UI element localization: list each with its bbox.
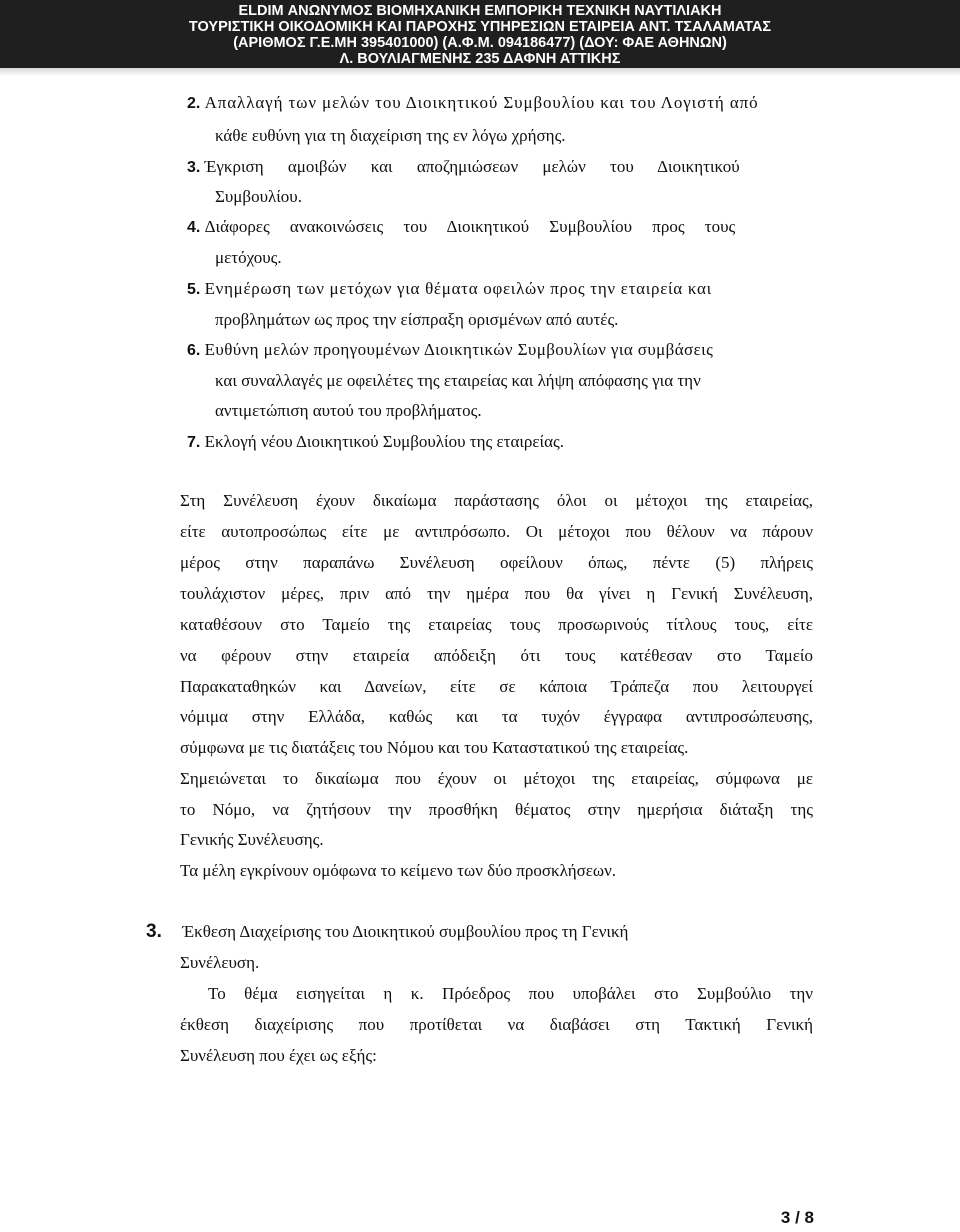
agenda-item-4-text: Διάφορες ανακοινώσεις του Διοικητικού Συμβουλίου προς τους [204, 217, 736, 236]
body-line: να φέρουν στην εταιρεία απόδειξη ότι τους κατέθεσαν στο Ταμείο [180, 646, 813, 665]
header-registration: (ΑΡΙΘΜΟΣ Γ.Ε.ΜΗ 395401000) (Α.Φ.Μ. 094186477) (ΔΟΥ: ΦΑΕ ΑΘΗΝΩΝ) [233, 35, 727, 51]
body-line: μέρος στην παραπάνω Συνέλευση οφείλουν όπως, πέντε (5) πλήρεις [180, 553, 813, 572]
header-address: Λ. ΒΟΥΛΙΑΓΜΕΝΗΣ 235 ΔΑΦΝΗ ΑΤΤΙΚΗΣ [339, 51, 621, 67]
section-3-title: Έκθεση Διαχείρισης του Διοικητικού συμβουλίου προς τη Γενική [182, 922, 629, 941]
agenda-item-4: 4. Διάφορες ανακοινώσεις του Διοικητικού Συμβουλίου προς τους [187, 217, 736, 236]
agenda-item-3-cont: Συμβουλίου. [215, 187, 302, 206]
agenda-item-3-text: Έγκριση αμοιβών και αποζημιώσεων μελών του Διοικητικού [204, 157, 740, 176]
agenda-item-6-cont2: αντιμετώπιση αυτού του προβλήματος. [215, 401, 482, 420]
body-line: σύμφωνα με τις διατάξεις του Νόμου και του Καταστατικού της εταιρείας. [180, 738, 689, 757]
agenda-item-6-text: Ευθύνη μελών προηγουμένων Διοικητικών Συμβουλίων για συμβάσεις [204, 340, 714, 359]
section-3-para-line: Συνέλευση που έχει ως εξής: [180, 1046, 377, 1065]
section-3-para-line: έκθεση διαχείρισης που προτίθεται να διαβάσει στη Τακτική Γενική [180, 1015, 813, 1034]
header-company-activity: ΤΟΥΡΙΣΤΙΚΗ ΟΙΚΟΔΟΜΙΚΗ ΚΑΙ ΠΑΡΟΧΗΣ ΥΠΗΡΕΣΙΩΝ ΕΤΑΙΡΕΙΑ ΑΝΤ. ΤΣΑΛΑΜΑΤΑΣ [188, 19, 772, 35]
body-line: Παρακαταθηκών και Δανείων, είτε σε κάποια Τράπεζα που λειτουργεί [180, 677, 813, 696]
agenda-item-6-cont: και συναλλαγές με οφειλέτες της εταιρείας και λήψη απόφασης για την [215, 371, 701, 390]
agenda-item-4-cont: μετόχους. [215, 248, 282, 267]
body-line: το Νόμο, να ζητήσουν την προσθήκη θέματος στην ημερήσια διάταξη της [180, 800, 813, 819]
agenda-item-5-text: Ενημέρωση των μετόχων για θέματα οφειλών προς την εταιρεία και [204, 279, 712, 298]
body-line: Τα μέλη εγκρίνουν ομόφωνα το κείμενο των δύο προσκλήσεων. [180, 861, 617, 880]
agenda-item-5: 5. Ενημέρωση των μετόχων για θέματα οφειλών προς την εταιρεία και [187, 279, 712, 298]
body-line: Στη Συνέλευση έχουν δικαίωμα παράστασης όλοι οι μέτοχοι της εταιρείας, [180, 491, 813, 510]
agenda-item-7-text: Εκλογή νέου Διοικητικού Συμβουλίου της εταιρείας. [204, 432, 565, 451]
section-3-title-cont: Συνέλευση. [180, 953, 260, 972]
body-line: τουλάχιστον μέρες, πριν από την ημέρα που θα γίνει η Γενική Συνέλευση, [180, 584, 813, 603]
agenda-item-6: 6. Ευθύνη μελών προηγουμένων Διοικητικών Συμβουλίων για συμβάσεις [187, 340, 714, 359]
agenda-item-5-cont: προβλημάτων ως προς την είσπραξη ορισμένων από αυτές. [215, 310, 619, 329]
agenda-item-2-cont: κάθε ευθύνη για τη διαχείριση της εν λόγω χρήσης. [215, 126, 566, 145]
body-line: νόμιμα στην Ελλάδα, καθώς και τα τυχόν έγγραφα αντιπροσώπευσης, [180, 707, 813, 726]
agenda-item-2: 2. Απαλλαγή των μελών του Διοικητικού Συμβουλίου και του Λογιστή από [187, 93, 759, 112]
agenda-item-7: 7. Εκλογή νέου Διοικητικού Συμβουλίου της εταιρείας. [187, 432, 565, 451]
section-3-para-line: Το θέμα εισηγείται η κ. Πρόεδρος που υποβάλει στο Συμβούλιο την [208, 984, 813, 1003]
body-line: Σημειώνεται το δικαίωμα που έχουν οι μέτοχοι της εταιρείας, σύμφωνα με [180, 769, 813, 788]
page-number: 3 / 8 [780, 1208, 814, 1227]
section-3-number: 3. [146, 921, 162, 942]
body-line: καταθέσουν στο Ταμείο της εταιρείας τους προσωρινούς τίτλους τους, είτε [180, 615, 813, 634]
body-line: είτε αυτοπροσώπως είτε με αντιπρόσωπο. Οι μέτοχοι που θέλουν να πάρουν [180, 522, 813, 541]
body-line: Γενικής Συνέλευσης. [180, 830, 324, 849]
header-company-name: ELDIM ΑΝΩΝΥΜΟΣ ΒΙΟΜΗΧΑΝΙΚΗ ΕΜΠΟΡΙΚΗ ΤΕΧΝΙΚΗ ΝΑΥΤΙΛΙΑΚΗ [238, 3, 722, 19]
section-3-heading [146, 921, 628, 943]
agenda-item-3: 3. Έγκριση αμοιβών και αποζημιώσεων μελών του Διοικητικού [187, 157, 740, 176]
